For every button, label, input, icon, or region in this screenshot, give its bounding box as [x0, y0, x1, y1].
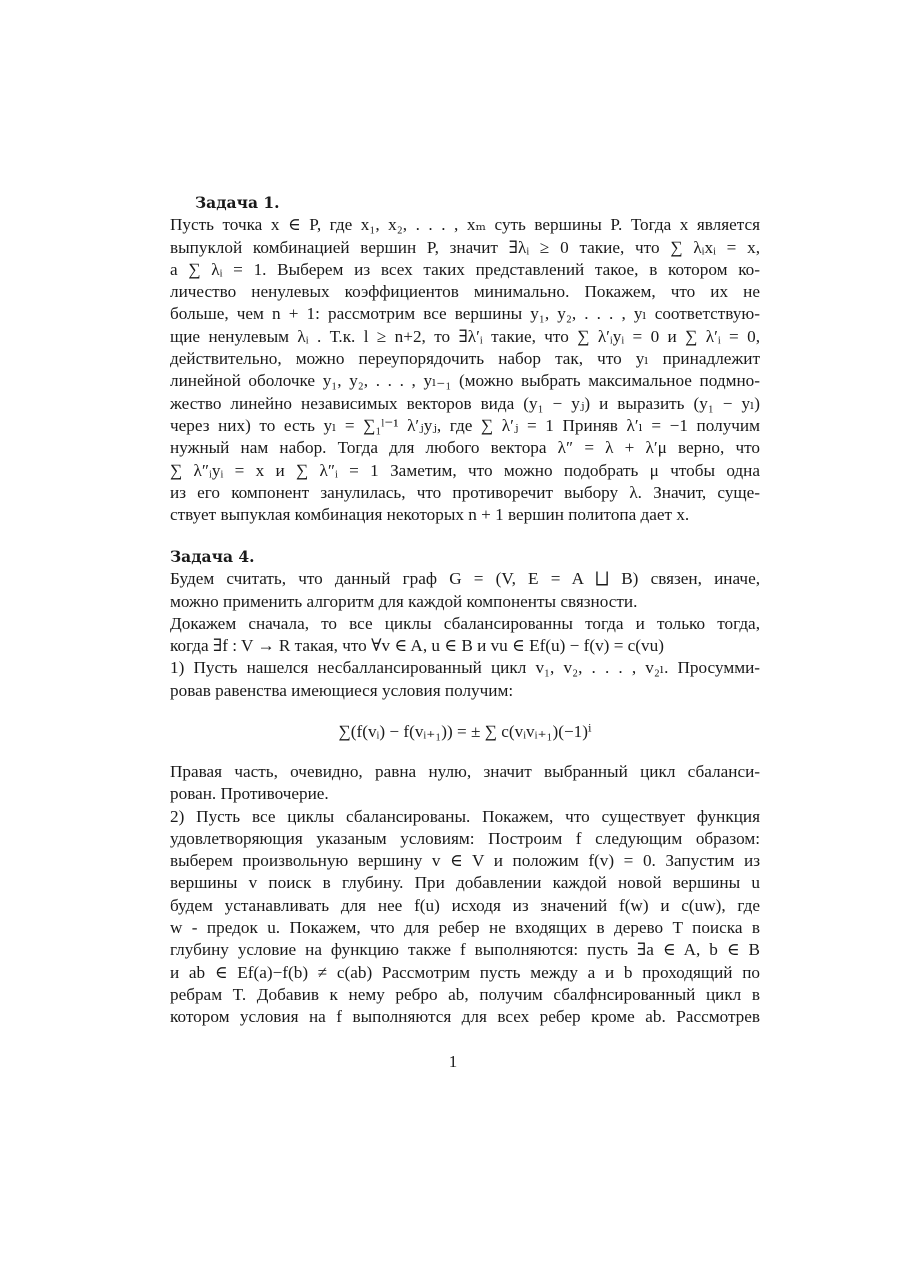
- page-number: 1: [448, 1052, 458, 1071]
- problem-4-continuation: [170, 761, 760, 1029]
- problem-4-line: 1) Пусть нашелся несбаллансированный цикл v₁, v₂, . . . , v₂ₗ. Просумми-: [170, 658, 760, 678]
- problem-4-line: Правая часть, очевидно, равна нулю, значит выбранный цикл сбаланси-: [170, 762, 760, 781]
- problem-4-line: Докажем сначала, то все циклы сбалансированны тогда и только тогда,: [170, 613, 760, 633]
- problem-4-line: вершины v поиск в глубину. При добавлении каждой новой вершины u: [170, 873, 760, 893]
- problem-1-section: [170, 192, 760, 526]
- problem-4-section: [170, 546, 760, 702]
- problem-1-line: из его компонент занулилась, что противоречит выбору λ. Значит, суще-: [170, 482, 760, 502]
- problem-4-line: и ab ∈ Ef(a)−f(b) ≠ c(ab) Рассмотрим пусть между a и b проходящий по: [170, 962, 760, 982]
- problem-4-line: выберем произвольную вершину v ∈ V и положим f(v) = 0. Запустим из: [170, 851, 760, 871]
- problem-1-line: нужный нам набор. Тогда для любого вектора λ″ = λ + λ′μ верно, что: [170, 438, 760, 458]
- problem-1-line: личество ненулевых коэффициентов минимально. Покажем, что их не: [170, 282, 760, 302]
- problem-1-line: Пусть точка x ∈ P, где x₁, x₂, . . . , xₘ суть вершины P. Тогда x является: [170, 215, 760, 235]
- problem-4-line: Будем считать, что данный граф G = (V, E = A ⨆ B) связен, иначе,: [170, 569, 760, 589]
- problem-4-line: ровав равенства имеющиеся условия получим:: [170, 680, 514, 700]
- problem-4-line: глубину условие на функцию также f выполняются: пусть ∃a ∈ A, b ∈ B: [170, 940, 760, 960]
- problem-4-line: когда ∃f : V → R такая, что ∀v ∈ A, u ∈ B и vu ∈ Ef(u) − f(v) = c(vu): [170, 636, 664, 656]
- problem-1-line: ∑ λ″ᵢyᵢ = x и ∑ λ″ᵢ = 1 Заметим, что можно подобрать μ чтобы одна: [170, 460, 760, 480]
- problem-4-line: ребрам T. Добавив к нему ребро ab, получим сбалфнсированный цикл в: [170, 984, 760, 1004]
- problem-1-title: Задача 1.: [195, 193, 280, 212]
- problem-1-line: ствует выпуклая комбинация некоторых n + 1 вершин политопа дает x.: [170, 505, 690, 525]
- problem-1-line: линейной оболочке y₁, y₂, . . . , yₗ₋₁ (можно выбрать максимальное подмно-: [170, 371, 760, 391]
- display-equation: ∑(f(vᵢ) − f(vᵢ₊₁)) = ± ∑ c(vᵢvᵢ₊₁)(−1)ⁱ: [338, 722, 592, 741]
- problem-1-line: действительно, можно переупорядочить набор так, что yₗ принадлежит: [170, 349, 760, 369]
- problem-4-line: 2) Пусть все циклы сбалансированы. Покажем, что существует функция: [170, 806, 760, 826]
- problem-4-line: котором условия на f выполняются для всех ребер кроме ab. Рассмотрев: [170, 1007, 760, 1027]
- problem-4-line: будем устанавливать для нее f(u) исходя из значений f(w) и c(uw), где: [170, 895, 760, 915]
- problem-4-line: w - предок u. Покажем, что для ребер не входящих в дерево T поиска в: [170, 918, 760, 938]
- problem-1-line: жество линейно независимых векторов вида (y₁ − yⱼ) и выразить (y₁ − yₗ): [170, 393, 760, 413]
- problem-1-line: выпуклой комбинацией вершин P, значит ∃λᵢ ≥ 0 такие, что ∑ λᵢxᵢ = x,: [170, 237, 760, 257]
- problem-1-line: щие ненулевым λᵢ . Т.к. l ≥ n+2, то ∃λ′ᵢ такие, что ∑ λ′ᵢyᵢ = 0 и ∑ λ′ᵢ = 0,: [170, 326, 760, 346]
- problem-4-line: рован. Противочерие.: [170, 784, 329, 804]
- problem-4-title: Задача 4.: [170, 547, 255, 566]
- problem-1-line: через них) то есть yₗ = ∑₁ˡ⁻¹ λ′ⱼyⱼ, где ∑ λ′ⱼ = 1 Приняв λ′ₗ = −1 получим: [170, 415, 760, 435]
- problem-4-line: удовлетворяющия указаным условиям: Построим f следующим образом:: [170, 828, 760, 848]
- problem-1-line: больше, чем n + 1: рассмотрим все вершины y₁, y₂, . . . , yₗ соответствую-: [170, 304, 760, 324]
- problem-4-line: можно применить алгоритм для каждой компоненты связности.: [170, 591, 638, 611]
- problem-1-line: а ∑ λᵢ = 1. Выберем из всех таких представлений такое, в котором ко-: [170, 259, 760, 279]
